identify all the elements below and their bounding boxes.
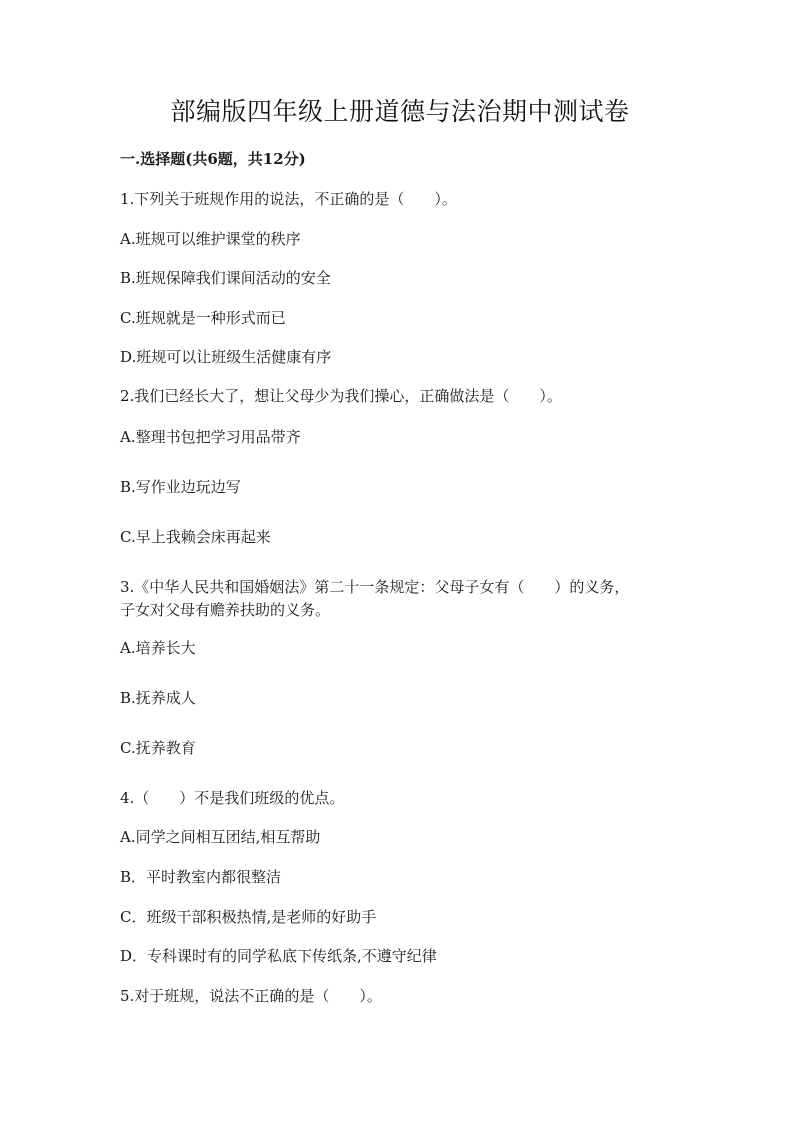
question-1-option-d: D.班规可以让班级生活健康有序: [120, 348, 332, 366]
question-2-option-c: C.早上我赖会床再起来: [120, 528, 271, 546]
question-4-option-c: C．班级干部积极热情,是老师的好助手: [120, 908, 377, 926]
question-4-option-d: D．专科课时有的同学私底下传纸条,不遵守纪律: [120, 947, 437, 965]
question-1-option-a: A.班规可以维护课堂的秩序: [120, 230, 301, 248]
question-2-stem: 2.我们已经长大了，想让父母少为我们操心，正确做法是（ ）。: [120, 387, 562, 405]
question-5-stem: 5.对于班规，说法不正确的是（ ）。: [120, 987, 382, 1005]
question-3-stem-line-1: 3.《中华人民共和国婚姻法》第二十一条规定：父母子女有（ ）的义务，: [120, 578, 630, 596]
question-1-stem: 1.下列关于班规作用的说法，不正确的是（ ）。: [120, 190, 457, 208]
question-3-option-a: A.培养长大: [120, 639, 196, 657]
question-4-option-b: B．平时教室内都很整洁: [120, 868, 282, 886]
question-3-option-c: C.抚养教育: [120, 739, 196, 757]
question-4-stem: 4.（ ）不是我们班级的优点。: [120, 789, 345, 807]
section-heading: 一.选择题(共6题，共12分): [120, 150, 306, 168]
question-1-option-c: C.班规就是一种形式而已: [120, 309, 286, 327]
exam-title: 部编版四年级上册道德与法治期中测试卷: [170, 97, 630, 126]
question-1-option-b: B.班规保障我们课间活动的安全: [120, 269, 331, 287]
question-3-stem-line-2: 子女对父母有赡养扶助的义务。: [120, 601, 331, 619]
question-3-option-b: B.抚养成人: [120, 689, 196, 707]
question-4-option-a: A.同学之间相互团结,相互帮助: [120, 828, 321, 846]
question-2-option-b: B.写作业边玩边写: [120, 478, 241, 496]
question-2-option-a: A.整理书包把学习用品带齐: [120, 428, 301, 446]
